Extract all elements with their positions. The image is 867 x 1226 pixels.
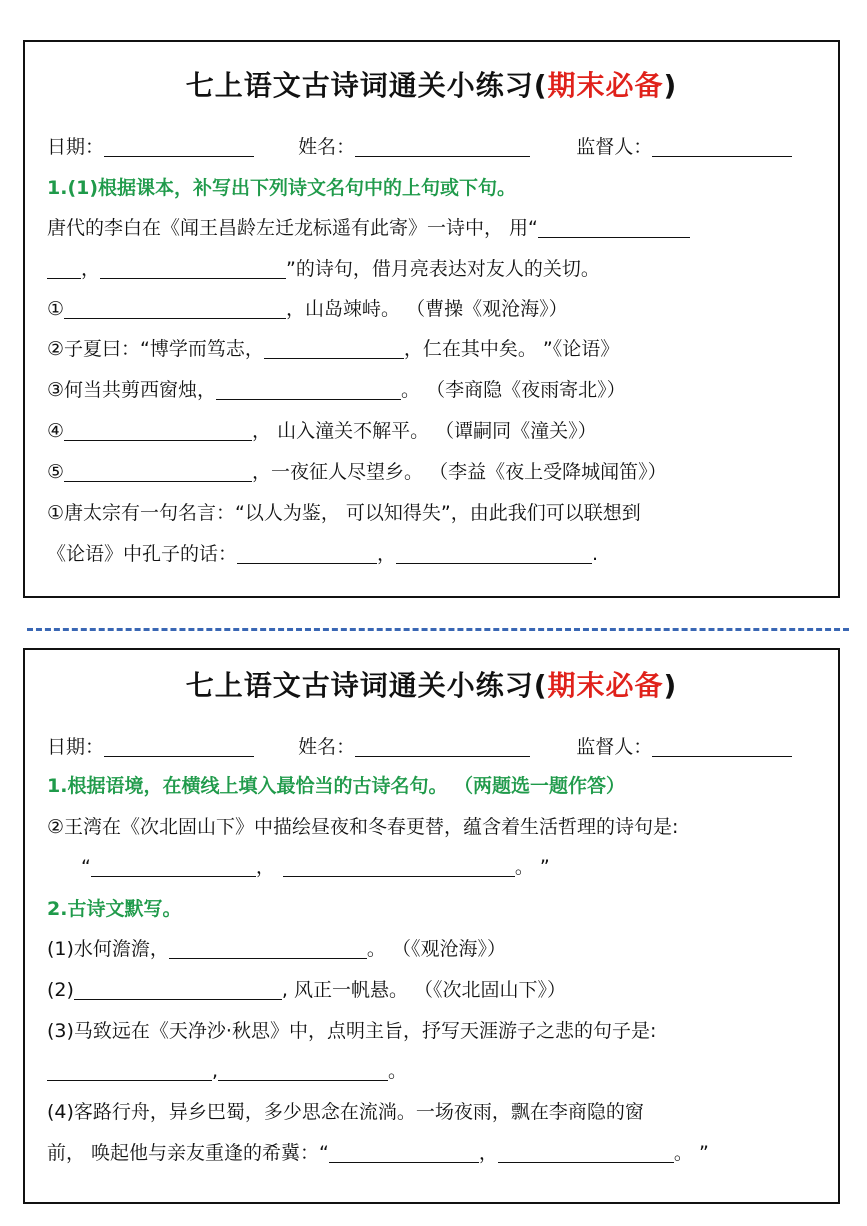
answer-blank[interactable] (64, 298, 286, 319)
worksheet-card-1 (23, 40, 840, 598)
name-label: 姓名： (298, 736, 356, 758)
item-text: ， 山入潼关不解平。 （谭嗣同《潼关》） (252, 420, 597, 442)
item-text: , 风正一帆悬。 （《次北固山下》） (281, 979, 567, 1001)
answer-blank[interactable] (283, 856, 515, 877)
answer-blank[interactable] (64, 461, 252, 482)
separator: 。 (388, 1060, 408, 1082)
answer-blank[interactable] (218, 1060, 388, 1081)
item-marker: ④ (47, 420, 65, 442)
separator: , (212, 1060, 219, 1082)
title-close: ) (663, 669, 678, 702)
item-5 (47, 457, 820, 484)
answer-blank[interactable] (74, 979, 282, 1000)
separator: ， (377, 543, 397, 565)
question-text: 唐代的李白在《闻王昌龄左迁龙标遥有此寄》一诗中， 用“ (47, 217, 538, 239)
item-2 (47, 334, 820, 361)
supervisor-blank[interactable] (652, 736, 792, 757)
question-li-bai-line2 (47, 254, 820, 281)
answer-blank[interactable] (264, 338, 404, 359)
name-blank[interactable] (355, 136, 530, 157)
item-marker: ⑤ (47, 461, 65, 483)
answer-blank[interactable] (538, 217, 690, 238)
item-text: (2) (47, 979, 74, 1001)
worksheet-title (25, 64, 838, 104)
answer-blank[interactable] (169, 938, 367, 959)
item-text: ，一夜征人尽望乡。 （李益《夜上受降城闻笛》） (252, 461, 667, 483)
question-heading: 1.根据语境，在横线上填入最恰当的古诗名句。 （两题选一题作答） (47, 775, 626, 797)
dictation-3-line1: (3)马致远在《天净沙·秋思》中，点明主旨，抒写天涯游子之悲的句子是: (47, 1020, 657, 1042)
title-highlight: 期末必备 (547, 69, 664, 102)
title-highlight: 期末必备 (547, 669, 664, 702)
supervisor-blank[interactable] (652, 136, 792, 157)
dictation-3-line2 (47, 1056, 820, 1083)
item-text: ，仁在其中矣。 ”《论语》 (403, 338, 620, 360)
separator: . (592, 543, 599, 565)
separator: ， (255, 856, 275, 878)
item-text: ，山岛竦峙。 （曹操《观沧海》） (286, 298, 568, 320)
title-close: ) (663, 69, 678, 102)
item-text: ②子夏曰：“博学而笃志， (47, 338, 264, 360)
item-text: 《论语》中孔子的话： (47, 543, 238, 565)
answer-blank[interactable] (396, 543, 592, 564)
item-3 (47, 375, 820, 402)
separator: ， (478, 1142, 498, 1164)
quote-close: 。 ” (673, 1142, 709, 1164)
title-text: 七上语文古诗词通关小练习( (185, 669, 548, 702)
meta-row (47, 132, 820, 159)
meta-row (47, 732, 820, 759)
answer-blank[interactable] (216, 379, 401, 400)
item-marker: ① (47, 298, 65, 320)
question-heading: 2.古诗文默写。 (47, 898, 182, 920)
date-label: 日期： (47, 136, 105, 158)
item-text: (1)水何澹澹， (47, 938, 169, 960)
dictation-2 (47, 975, 820, 1002)
item-text: 。 （李商隐《夜雨寄北》） (401, 379, 626, 401)
item-text: 前， 唤起他与亲友重逢的希冀：“ (47, 1142, 329, 1164)
question-li-bai-line1 (47, 213, 820, 240)
answer-blank[interactable] (100, 258, 286, 279)
item-4 (47, 416, 820, 443)
item-text: ③何当共剪西窗烛， (47, 379, 217, 401)
date-blank[interactable] (104, 736, 254, 757)
name-blank[interactable] (355, 736, 530, 757)
worksheet-title (25, 664, 838, 704)
answer-blank[interactable] (47, 258, 81, 279)
worksheet-card-2 (23, 648, 840, 1204)
quote-close: 。 ” (514, 856, 550, 878)
date-label: 日期： (47, 736, 105, 758)
date-blank[interactable] (104, 136, 254, 157)
question-wan-line2 (81, 852, 820, 879)
answer-blank[interactable] (91, 856, 256, 877)
separator: ， (81, 258, 101, 280)
quote-open: “ (81, 856, 91, 878)
dashed-divider (27, 628, 849, 631)
item-text: 。 （《观沧海》） (366, 938, 506, 960)
item-1 (47, 294, 820, 321)
dictation-4-line1: (4)客路行舟，异乡巴蜀，多少思念在流淌。一场夜雨，飘在李商隐的窗 (47, 1101, 644, 1123)
question-wan-line1: ②王湾在《次北固山下》中描绘昼夜和冬春更替，蕴含着生活哲理的诗句是: (47, 816, 679, 838)
title-text: 七上语文古诗词通关小练习( (185, 69, 548, 102)
supervisor-label: 监督人： (576, 136, 653, 158)
answer-blank[interactable] (498, 1142, 674, 1163)
name-label: 姓名： (298, 136, 356, 158)
question-heading: 1.(1)根据课本，补写出下列诗文名句中的上句或下句。 (47, 177, 517, 199)
dictation-1 (47, 934, 820, 961)
answer-blank[interactable] (329, 1142, 479, 1163)
answer-blank[interactable] (64, 420, 252, 441)
dictation-4-line2 (47, 1138, 820, 1165)
answer-blank[interactable] (237, 543, 377, 564)
question-text: ”的诗句，借月亮表达对友人的关切。 (286, 258, 600, 280)
item-6-line2 (47, 539, 820, 566)
supervisor-label: 监督人： (576, 736, 653, 758)
answer-blank[interactable] (47, 1060, 212, 1081)
item-6-line1: ①唐太宗有一句名言：“以人为鉴， 可以知得失”，由此我们可以联想到 (47, 502, 641, 524)
